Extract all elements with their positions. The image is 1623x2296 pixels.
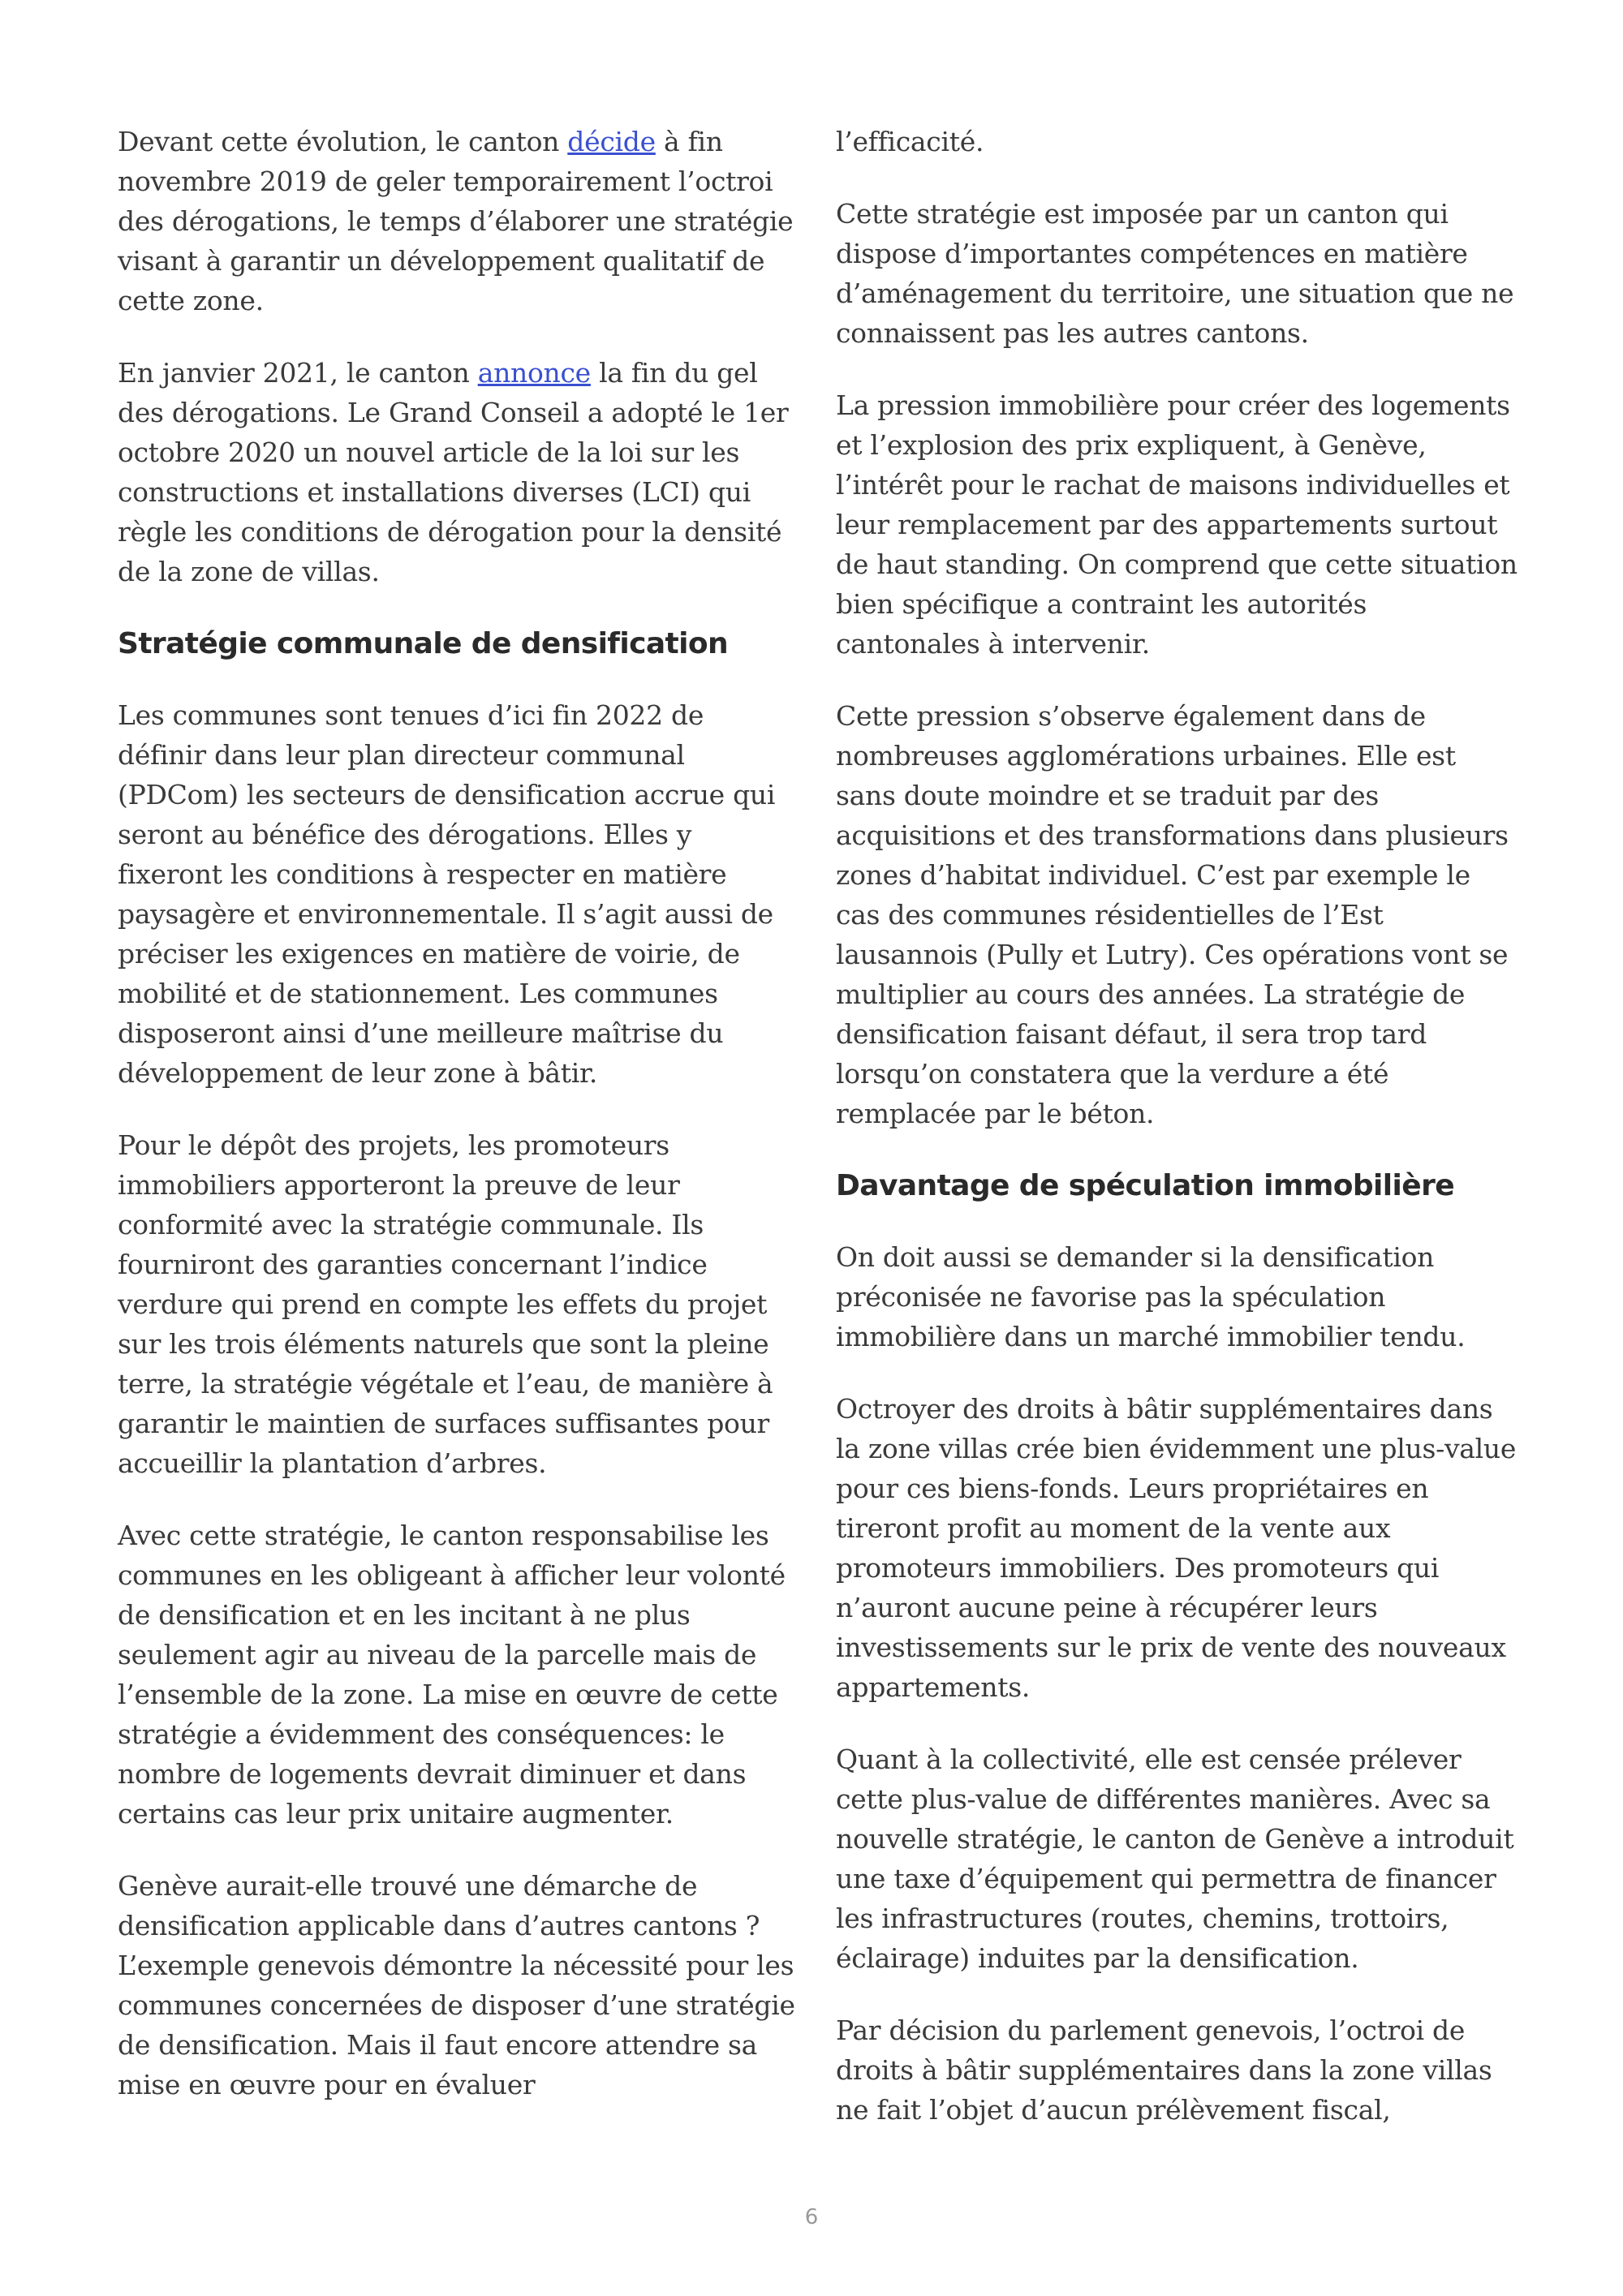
paragraph-efficacite: l’efficacité.	[836, 126, 984, 157]
paragraph-fin-gel: En janvier 2021, le canton annonce la fin du gel des dérogations. Le Grand Conseil a adopté le 1er octobre 2020 un nouvel article de la loi sur les constructions et installations diverses (LCI) qui règle les conditions de dérogation pour la densité de la zone de villas.	[118, 357, 789, 587]
paragraph-agglomerations: Cette pression s’observe également dans de nombreuses agglomérations urbaines. Elle est sans doute moindre et se traduit par des acquisitions et des transformations dans plusieurs zones d’habitat individuel. C’est par exemple le cas des communes résidentielles de l’Est lausannois (Pully et Lutry). Ces opérations vont se multiplier au cours des années. La stratégie de densification faisant défaut, il sera trop tard lorsqu’on constatera que la verdure a été remplacée par le béton.	[836, 700, 1509, 1129]
paragraph-geneve-demarche: Genève aurait-elle trouvé une démarche de densification applicable dans d’autres cantons ? L’exemple genevois démontre la nécessité pour les communes concernées de disposer d’une stratégie de densification. Mais il faut encore attendre sa mise en œuvre pour en évaluer	[118, 1870, 795, 2100]
link-annonce[interactable]: annonce	[477, 357, 591, 389]
page-number: 6	[804, 2205, 819, 2229]
paragraph-droits-batir: Octroyer des droits à bâtir supplémentaires dans la zone villas crée bien évidemment une plus-value pour ces biens-fonds. Leurs propriétaires en tireront profit au moment de la vente aux promoteurs immobiliers. Des promoteurs qui n’auront aucune peine à récupérer leurs investissements sur le prix de vente des nouveaux appartements.	[836, 1393, 1517, 1703]
heading-speculation: Davantage de spéculation immobilière	[836, 1169, 1455, 1202]
right-column	[836, 122, 1518, 2162]
paragraph-responsabilise: Avec cette stratégie, le canton responsabilise les communes en les obligeant à afficher leur volonté de densification et en les incitant à ne plus seulement agir au niveau de la parcelle mais de l’ensemble de la zone. La mise en œuvre de cette stratégie a évidemment des conséquences: le nombre de logements devrait diminuer et dans certains cas leur prix unitaire augmenter.	[118, 1520, 786, 1829]
paragraph-gel-derogations: Devant cette évolution, le canton décide à fin novembre 2019 de geler temporairement l’octroi des dérogations, le temps d’élaborer une stratégie visant à garantir un développement qualitatif de cette zone.	[118, 126, 794, 316]
paragraph-depot-projets: Pour le dépôt des projets, les promoteurs immobiliers apporteront la preuve de leur conformité avec la stratégie communale. Ils fourniront des garanties concernant l’indice verdure qui prend en compte les effets du projet sur les trois éléments naturels que sont la pleine terre, la stratégie végétale et l’eau, de manière à garantir le maintien de surfaces suffisantes pour accueillir la plantation d’arbres.	[118, 1129, 773, 1479]
paragraph-strategie-imposee: Cette stratégie est imposée par un canton qui dispose d’importantes compétences en matière d’aménagement du territoire, une situation que ne connaissent pas les autres cantons.	[836, 198, 1514, 349]
paragraph-pression-immobiliere: La pression immobilière pour créer des logements et l’explosion des prix expliquent, à Genève, l’intérêt pour le rachat de maisons individuelles et leur remplacement par des appartements surtout de haut standing. On comprend que cette situation bien spécifique a contraint les autorités cantonales à intervenir.	[836, 389, 1518, 660]
paragraph-speculation: On doit aussi se demander si la densification préconisée ne favorise pas la spéculation immobilière dans un marché immobilier tendu.	[836, 1241, 1466, 1352]
left-column	[118, 122, 799, 2137]
link-decide[interactable]: décide	[567, 126, 656, 157]
paragraph-communes-pdcom: Les communes sont tenues d’ici fin 2022 de définir dans leur plan directeur communal (PDCom) les secteurs de densification accrue qui seront au bénéfice des dérogations. Elles y fixeront les conditions à respecter en matière paysagère et environnementale. Il s’agit aussi de préciser les exigences en matière de voirie, de mobilité et de stationnement. Les communes disposeront ainsi d’une meilleure maîtrise du développement de leur zone à bâtir.	[118, 699, 776, 1089]
paragraph-parlement: Par décision du parlement genevois, l’octroi de droits à bâtir supplémentaires dans la zone villas ne fait l’objet d’aucun prélèvement fiscal,	[836, 2014, 1492, 2126]
heading-strategie-communale: Stratégie communale de densification	[118, 627, 729, 660]
paragraph-collectivite: Quant à la collectivité, elle est censée prélever cette plus-value de différentes manières. Avec sa nouvelle stratégie, le canton de Genève a introduit une taxe d’équipement qui permettra de financer les infrastructures (routes, chemins, trottoirs, éclairage) induites par la densification.	[836, 1743, 1514, 1974]
